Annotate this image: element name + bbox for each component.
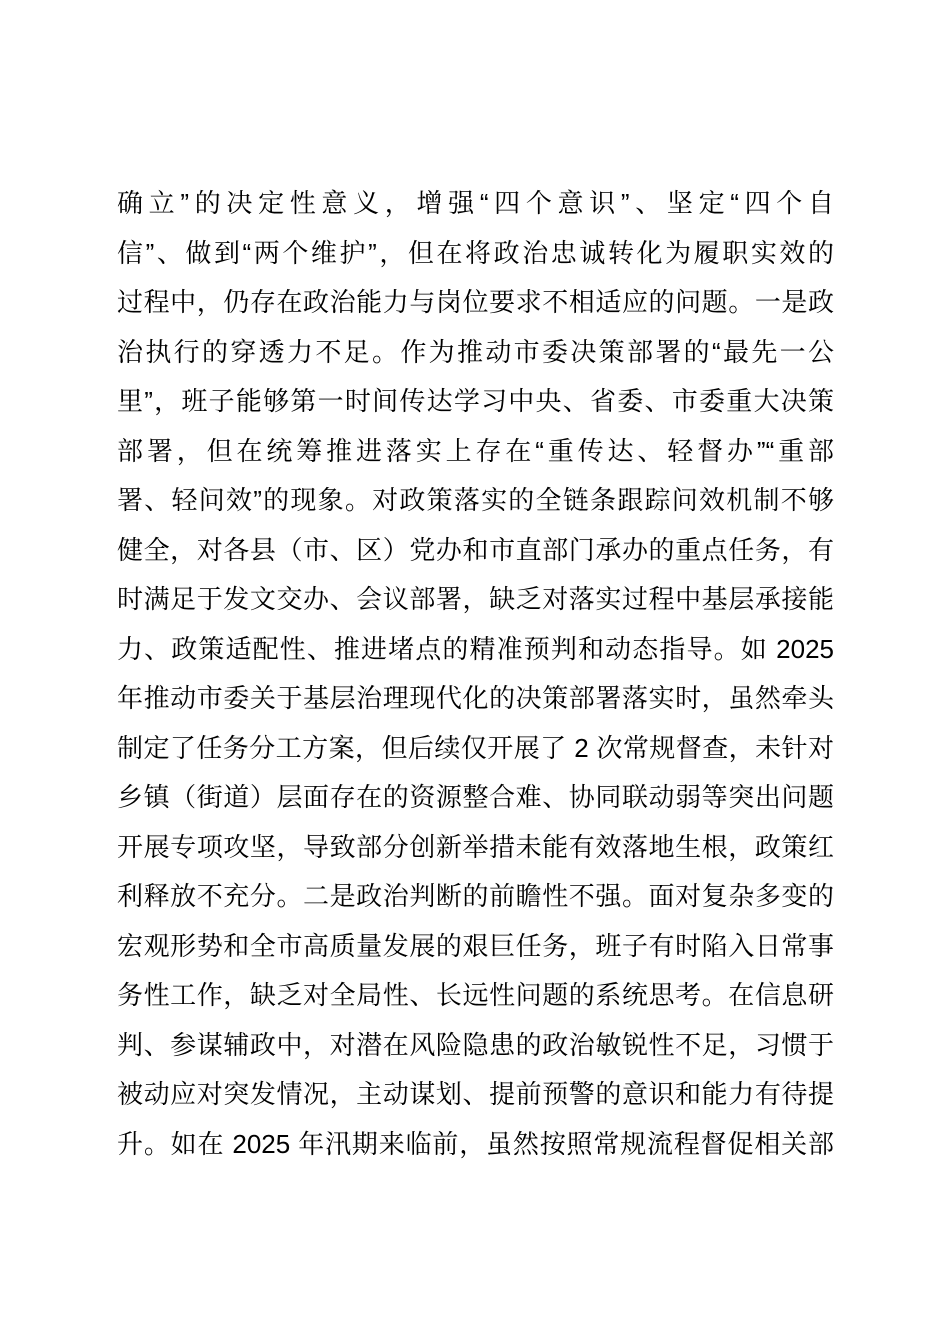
text-line: 信”、做到“两个维护”，但在将政治忠诚转化为履职实效的: [117, 237, 834, 268]
text-line: 时满足于发文交办、会议部署，缺乏对落实过程中基层承接能: [117, 584, 834, 614]
text-line: 确立”的决定性意义，增强“四个意识”、坚定“四个自: [117, 188, 834, 218]
text-line: 乡镇（街道）层面存在的资源整合难、协同联动弱等突出问题: [117, 782, 834, 812]
text-line: 过程中，仍存在政治能力与岗位要求不相适应的问题。一是政: [117, 287, 834, 317]
paragraph-continuation: [117, 179, 834, 1169]
text-line: 力、政策适配性、推进堵点的精准预判和动态指导。如 2025: [117, 633, 834, 664]
text-line: 升。如在 2025 年汛期来临前，虽然按照常规流程督促相关部: [117, 1128, 834, 1159]
text-line: 部署，但在统筹推进落实上存在“重传达、轻督办”“重部: [117, 435, 834, 466]
text-line: 利释放不充分。二是政治判断的前瞻性不强。面对复杂多变的: [117, 881, 834, 911]
text-line: 宏观形势和全市高质量发展的艰巨任务，班子有时陷入日常事: [117, 930, 834, 961]
text-line: 判、参谋辅政中，对潜在风险隐患的政治敏锐性不足，习惯于: [117, 1029, 834, 1060]
text-line: 制定了任务分工方案，但后续仅开展了 2 次常规督查，未针对: [117, 732, 834, 763]
text-line: 署、轻问效”的现象。对政策落实的全链条跟踪问效机制不够: [117, 485, 834, 515]
text-line: 治执行的穿透力不足。作为推动市委决策部署的“最先一公: [117, 336, 834, 367]
text-line: 健全，对各县（市、区）党办和市直部门承办的重点任务，有: [117, 534, 834, 565]
text-line: 被动应对突发情况，主动谋划、提前预警的意识和能力有待提: [117, 1079, 834, 1109]
text-line: 里”，班子能够第一时间传达学习中央、省委、市委重大决策: [117, 386, 834, 416]
text-line: 年推动市委关于基层治理现代化的决策部署落实时，虽然牵头: [117, 683, 834, 713]
text-line: 务性工作，缺乏对全局性、长远性问题的系统思考。在信息研: [117, 980, 834, 1010]
text-line: 开展专项攻坚，导致部分创新举措未能有效落地生根，政策红: [117, 831, 834, 862]
